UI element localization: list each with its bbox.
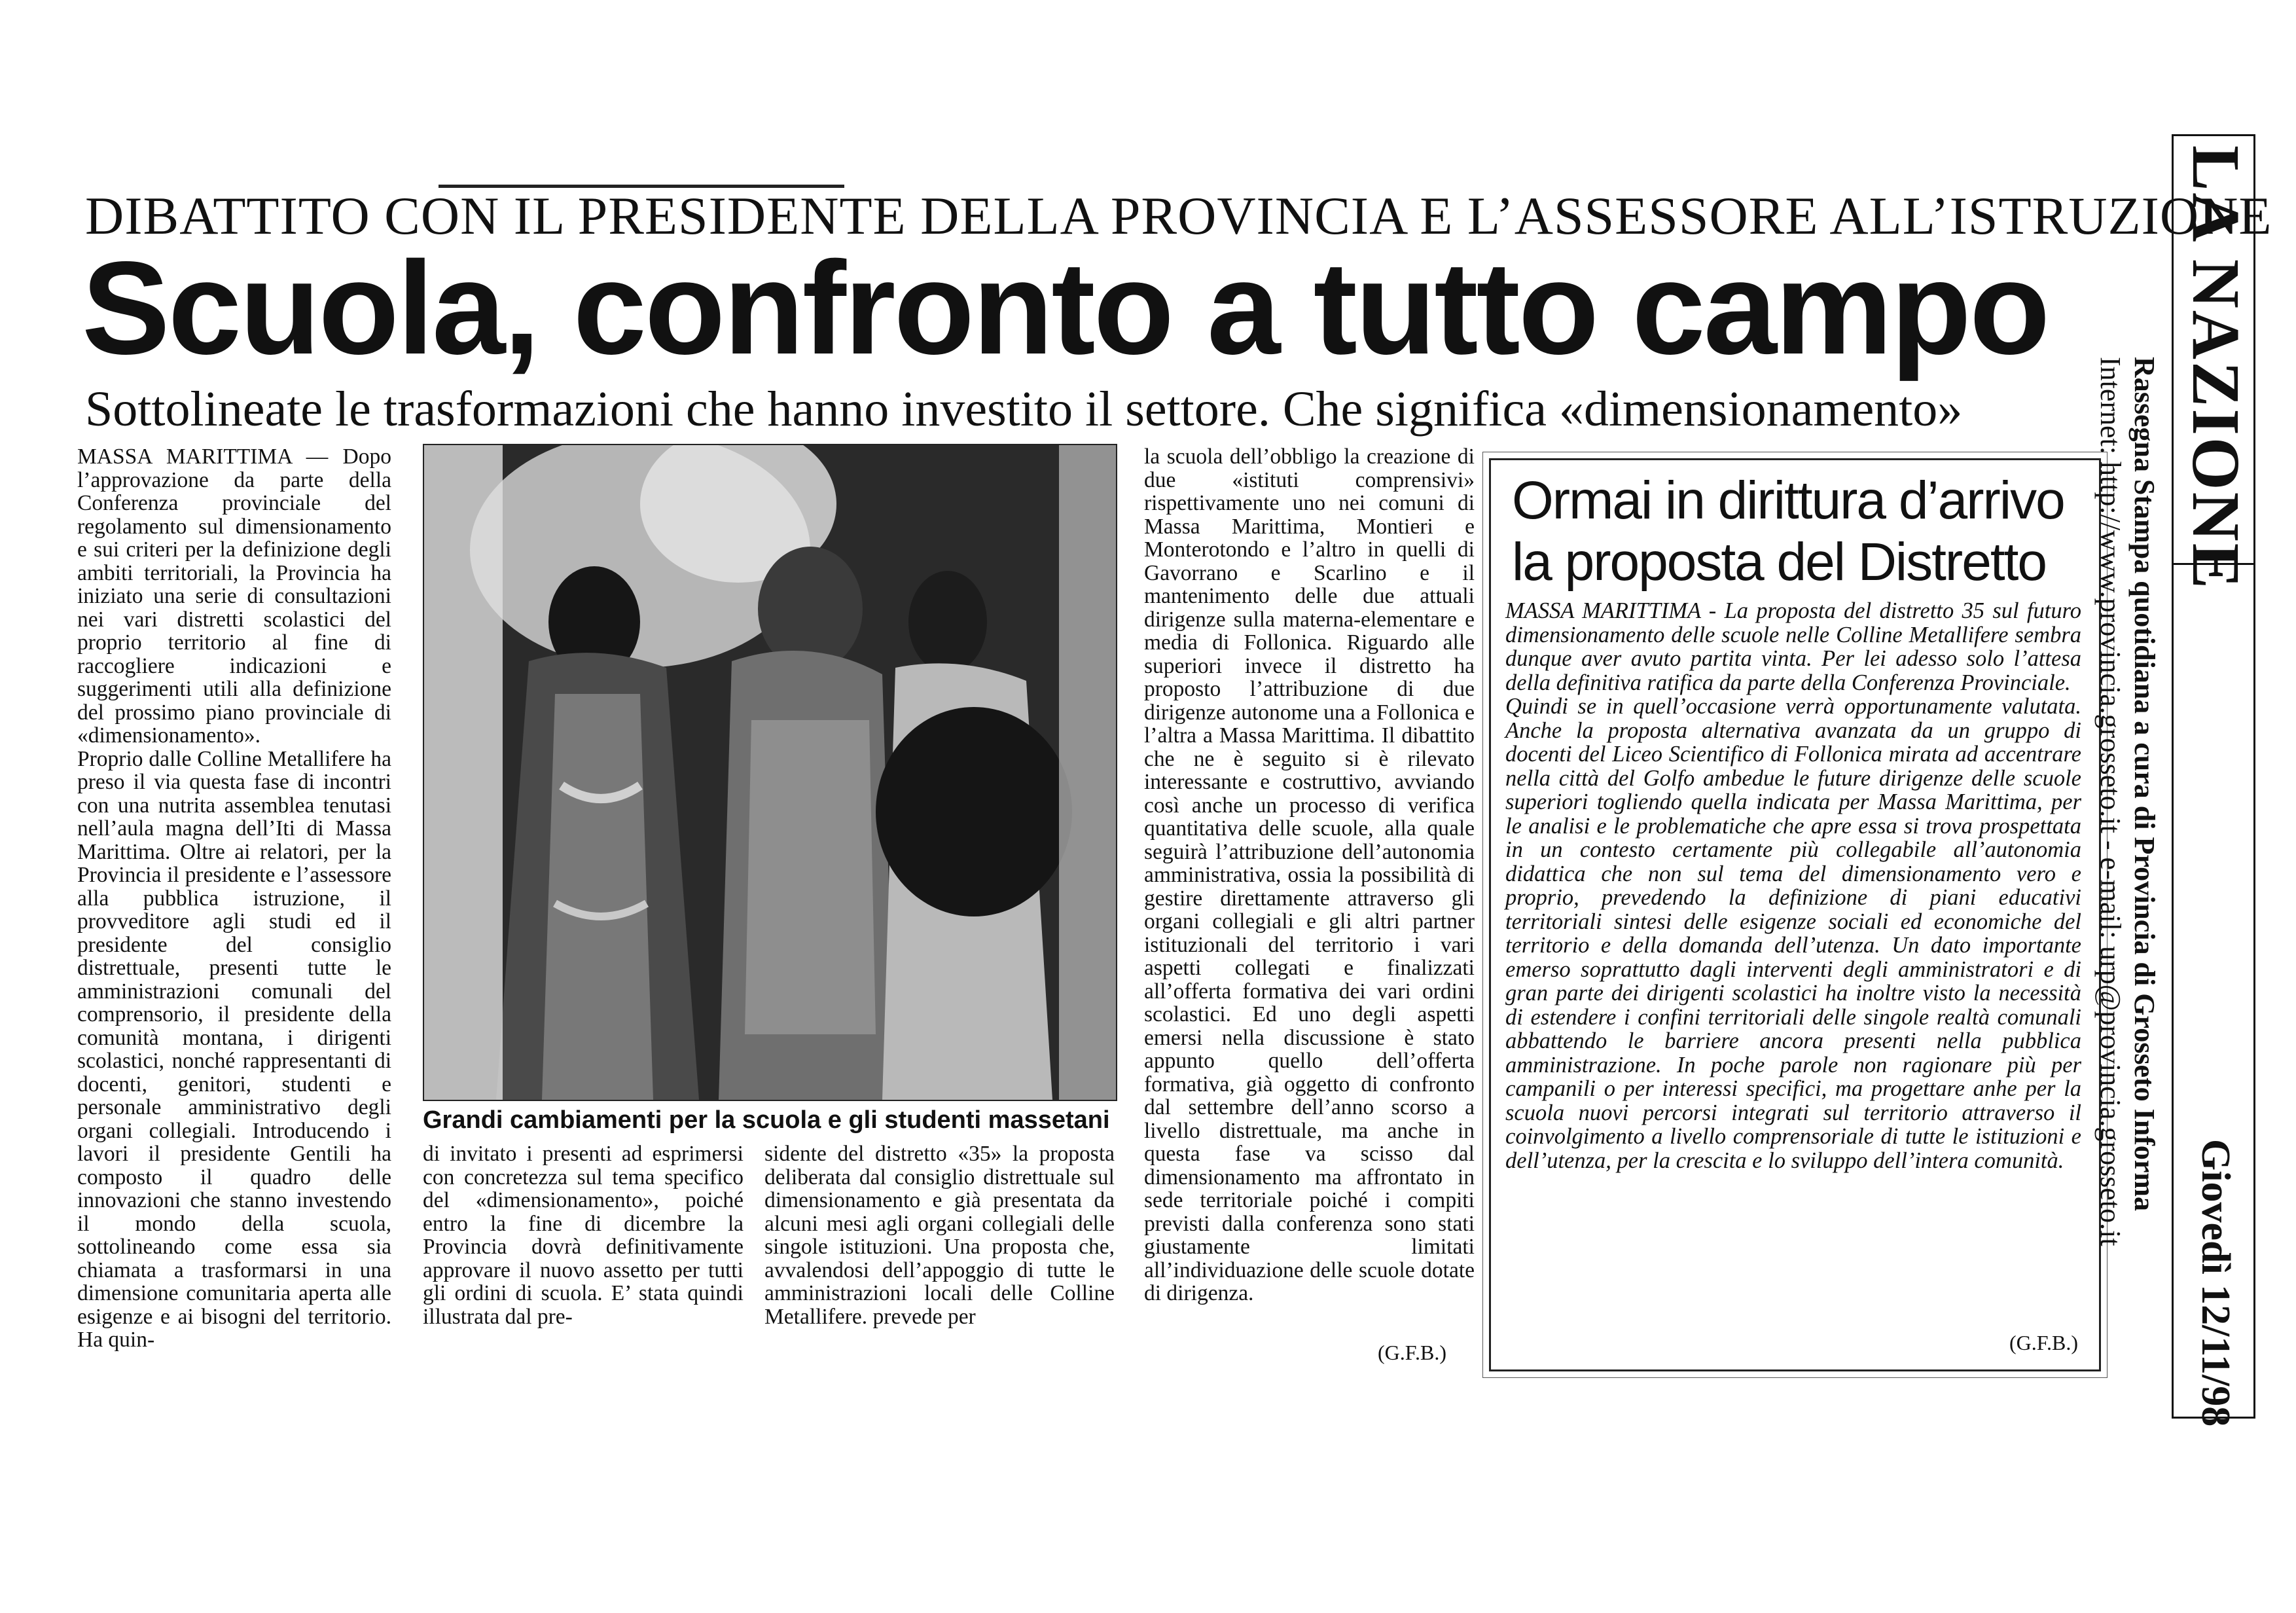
column-1-paragraph-2: Proprio dalle Colline Metallifere ha preso il via questa fase di incontri con una nutrita assemblea tenutasi nell’aula magna dell’Iti di Massa Marittima. Oltre ai relatori, per la Provincia il presidente e l’assessore alla pubblica istruzione, il provveditore agli studi ed il presidente del consiglio distrettuale, presenti tutte le amministrazioni comunali del comprensorio, il presidente della comunità montana, i dirigenti scolastici, nonché rappresentanti di docenti, genitori, studenti e personale amministrativo degli organi collegiali. Introducendo i lavori il presidente Gentili ha composto il quadro delle innovazioni che stanno investendo il mondo della scuola, sottolineando come essa sia chiamata a trasformarsi in una dimensione comunitaria aperta alle esigenze e ai bisogni del territorio. Ha quin- <box>77 746 391 1352</box>
sidebar-body <box>1505 599 2081 1319</box>
photo-caption: Grandi cambiamenti per la scuola e gli studenti massetani <box>423 1106 1110 1134</box>
sidebar-paragraph-1: MASSA MARITTIMA - La proposta del distretto 35 sul futuro dimensionamento delle scuole nelle Colline Metallifere sembra dunque aver avuto partita vinta. Per lei adesso solo l’attesa della definitiva ratifica da parte della Conferenza Provinciale. <box>1505 598 2081 695</box>
article-headline: Scuola, confronto a tutto campo <box>82 234 2049 382</box>
column-1-paragraph-1: MASSA MARITTIMA — Dopo l’approvazione da parte della Conferenza provinciale del regolamento sul dimensionamento e sui criteri per la definizione degli ambiti territoriali, la Provincia ha iniziato una serie di consultazioni nei vari distretti scolastici del proprio territorio al fine di raccogliere indicazioni e suggerimenti utili alla definizione del prossimo piano provinciale di «dimensionamento». <box>77 444 391 748</box>
issue-date: Giovedì 12/11/98 <box>2193 1139 2238 1427</box>
article-column-1 <box>77 445 391 1368</box>
article-subhead: Sottolineate le trasformazioni che hanno investito il settore. Che significa «dimensionamento» <box>85 382 1963 437</box>
sidebar-title: Ormai in dirittura d’arrivo la proposta del Distretto <box>1512 471 2064 592</box>
contact-line: Internet: http://www.provincia.grosseto.it - e-mail: urp@provincia.grosseto.it <box>2094 357 2126 1246</box>
students-photo-image <box>424 445 1116 1100</box>
press-review-credit: Rassegna Stampa quotidiana a cura di Provincia di Grosseto Informa <box>2128 357 2161 1212</box>
article-column-3: sidente del distretto «35» la proposta deliberata dal consiglio distrettuale sul dimensionamento e già presentata da alcuni mesi agli organi collegiali delle singole istituzioni. Una proposta che, avvalendosi dell’appoggio di tutte le amministrazioni locali delle Colline Metallifere. prevede per <box>764 1142 1115 1329</box>
article-column-2: di invitato i presenti ad esprimersi con concretezza sul tema specifico del «dimensionamento», poiché entro la fine di dicembre la Provincia dovrà definitivamente approvare il nuovo assetto per tutti gli ordini di scuola. E’ stata quindi illustrata dal pre- <box>423 1142 744 1329</box>
article-byline: (G.F.B.) <box>1378 1341 1446 1364</box>
sidebar-byline: (G.F.B.) <box>2009 1331 2078 1354</box>
newspaper-name: LA NAZIONE <box>2178 145 2253 591</box>
article-kicker: DIBATTITO CON IL PRESIDENTE DELLA PROVINCIA E L’ASSESSORE ALL’ISTRUZIONE <box>85 186 2272 245</box>
article-column-4: la scuola dell’obbligo la creazione di due «istituti comprensivi» rispettivamente uno nei comuni di Massa Marittima, Montieri e Monterotondo e l’altro in quelli di Gavorrano e Scarlino e il mantenimento delle due attuali dirigenze sulla materna-elementare e media di Follonica. Riguardo alle superiori invece il distretto ha proposto l’attribuzione di due dirigenze autonome una a Follonica e l’altra a Massa Marittima. Il dibattito che ne è seguito si è rilevato interessante e costruttivo, avviando così anche un processo di verifica quantitativa delle scuole, alla quale seguirà l’attribuzione dell’autonomia amministrativa, ossia la possibilità di gestire direttamente attraverso gli organi collegiali e gli altri partner istituzionali del territorio i vari aspetti collegati e finalizzati all’offerta formativa dei vari ordini scolastici. Ed uno degli aspetti emersi nella discussione è stato appunto quello dell’offerta formativa, già oggetto di confronto dal settembre dell’anno scorso a livello distrettuale, ma anche in questa fase va scisso dal dimensionamento ma affrontato in sede territoriale poiché i compiti previsti dalla conferenza sono stati giustamente limitati all’individuazione delle scuole dotate di dirigenza. <box>1144 444 1475 1305</box>
sidebar-paragraph-2: Quindi se in quell’occasione verrà opportunamente valutata. Anche la proposta alternativa avanzata da un gruppo di docenti del Liceo Scientifico di Follonica mirata ad accentrare nella città del Golfo ambedue le future dirigenze delle scuole superiori togliendo quella indicata per Massa Marittima, per le analisi e le problematiche che apre essa si trova prospettata in un contesto certamente più collegabile all’autonomia didattica che non sul tema del dimensionamento vero e proprio, prevedendo la definizione di piani educativi territoriali sintesi delle esigenze sociali ed economiche del territorio e della domanda dell’utenza. Un dato importante emerso soprattutto dagli interventi degli amministratori e di gran parte dei dirigenti scolastici ha inoltre visto la necessità di estendere i confini territoriali delle singole realtà comunali abbattendo le barriere ancora presenti nella pubblica amministrazione. In poche parole non ragionare più per campanili o per interessi specifici, ma progettare anhe per la scuola nuovi percorsi integrati sul territorio attraverso il coinvolgimento a livello comprensoriale di tutte le istituzioni e dell’utenza, per la crescita e lo sviluppo dell’intera comunità. <box>1505 694 2081 1173</box>
article-photo <box>423 444 1117 1101</box>
